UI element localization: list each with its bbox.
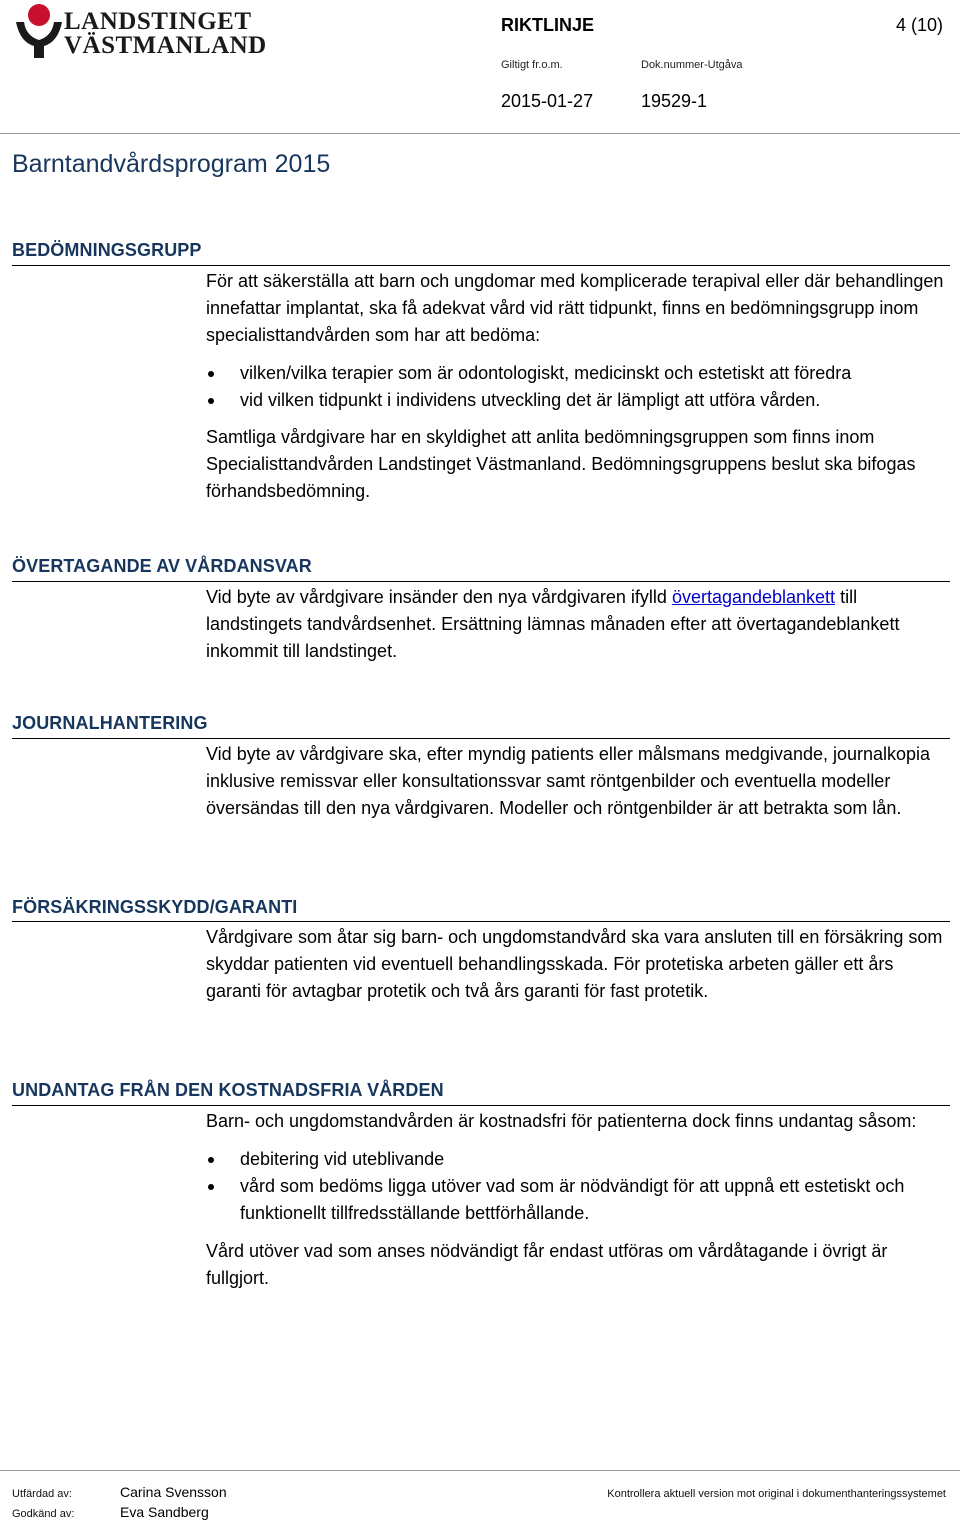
paragraph: Barn- och ungdomstandvården är kostnadsfri för patienterna dock finns undantag såsom:	[206, 1111, 917, 1131]
paragraph-text: till landstingets tandvårdsenhet. Ersättning lämnas månaden efter att övertagandeblankett inkommit till landstinget.	[206, 587, 900, 661]
section-body-undantag	[206, 1108, 950, 1292]
footer-divider	[0, 1470, 960, 1471]
section-body-bedomningsgrupp	[206, 268, 950, 505]
section-body-journalhantering	[206, 741, 950, 822]
section-rule	[12, 1105, 950, 1106]
section-rule	[12, 265, 950, 266]
section-heading-bedomningsgrupp: BEDÖMNINGSGRUPP	[12, 240, 202, 260]
section-heading-forsakringsskydd: FÖRSÄKRINGSSKYDD/GARANTI	[12, 897, 298, 917]
document-number: 19529-1	[641, 91, 708, 111]
paragraph: För att säkerställa att barn och ungdomar med komplicerade terapival eller där behandlingen innefattar implantat, ska få adekvat vård vid rätt tidpunkt, finns en bedömningsgrupp inom specialisttandvården som har att bedöma:	[206, 271, 944, 345]
list-item: vilken/vilka terapier som är odontologiskt, medicinskt och estetiskt att föredra	[206, 360, 950, 387]
valid-from-label: Giltigt fr.o.m.	[501, 59, 563, 71]
bullet-list	[206, 1146, 950, 1227]
paragraph: Vid byte av vårdgivare ska, efter myndig patients eller målsmans medgivande, journalkopia inklusive remissvar eller konsultationssvar samt röntgenbilder och eventuella modeller översändas till den nya vårdgivaren. Modeller och röntgenbilder är att betrakta som lån.	[206, 744, 931, 818]
document-title: Barntandvårdsprogram 2015	[12, 150, 331, 178]
section-heading-overtagande: ÖVERTAGANDE AV VÅRDANSVAR	[12, 556, 312, 576]
list-item: vård som bedöms ligga utöver vad som är nödvändigt för att uppnå ett estetiskt och funktionellt tillfredsställande bettförhållande.	[206, 1173, 950, 1227]
approved-by-name: Eva Sandberg	[120, 1504, 209, 1520]
paragraph: Samtliga vårdgivare har en skyldighet att anlita bedömningsgruppen som finns inom Specialisttandvården Landstinget Västmanland. Bedömningsgruppens beslut ska bifogas förhandsbedömning.	[206, 427, 916, 501]
issued-by-label: Utfärdad av:	[12, 1488, 72, 1500]
section-rule	[12, 738, 950, 739]
page-number: 4 (10)	[896, 15, 944, 35]
paragraph: Vårdgivare som åtar sig barn- och ungdomstandvård ska vara ansluten till en försäkring som skyddar patienten vid eventuell behandlingsskada. För protetiska arbeten gäller ett års garanti för avtagbar protetik och två års garanti för fast protetik.	[206, 927, 943, 1001]
version-notice: Kontrollera aktuell version mot original i dokumenthanteringssystemet	[607, 1488, 946, 1500]
section-rule	[12, 581, 950, 582]
valid-from-date: 2015-01-27	[501, 91, 594, 111]
list-item: vid vilken tidpunkt i individens utveckling det är lämpligt att utföra vården.	[206, 387, 950, 414]
paragraph: Vård utöver vad som anses nödvändigt får endast utföras om vårdåtagande i övrigt är fullgjort.	[206, 1241, 888, 1288]
header-divider	[0, 133, 960, 134]
section-heading-journalhantering: JOURNALHANTERING	[12, 713, 208, 733]
section-body-forsakringsskydd	[206, 924, 950, 1005]
document-number-label: Dok.nummer-Utgåva	[641, 59, 743, 71]
brand-name-line2: VÄSTMANLAND	[64, 32, 267, 59]
approved-by-label: Godkänd av:	[12, 1508, 75, 1520]
section-heading-undantag: UNDANTAG FRÅN DEN KOSTNADSFRIA VÅRDEN	[12, 1080, 444, 1100]
bullet-list	[206, 360, 950, 414]
overtagandeblankett-link[interactable]: övertagandeblankett	[671, 587, 836, 607]
paragraph-text: Vid byte av vårdgivare insänder den nya vårdgivaren ifylld	[206, 587, 672, 607]
brand-name-line1: LANDSTINGET	[64, 8, 252, 35]
section-body-overtagande	[206, 584, 950, 665]
document-type: RIKTLINJE	[501, 15, 595, 35]
issued-by-name: Carina Svensson	[120, 1484, 227, 1500]
section-rule	[12, 921, 950, 922]
paragraph	[206, 584, 950, 665]
list-item: debitering vid uteblivande	[206, 1146, 950, 1173]
